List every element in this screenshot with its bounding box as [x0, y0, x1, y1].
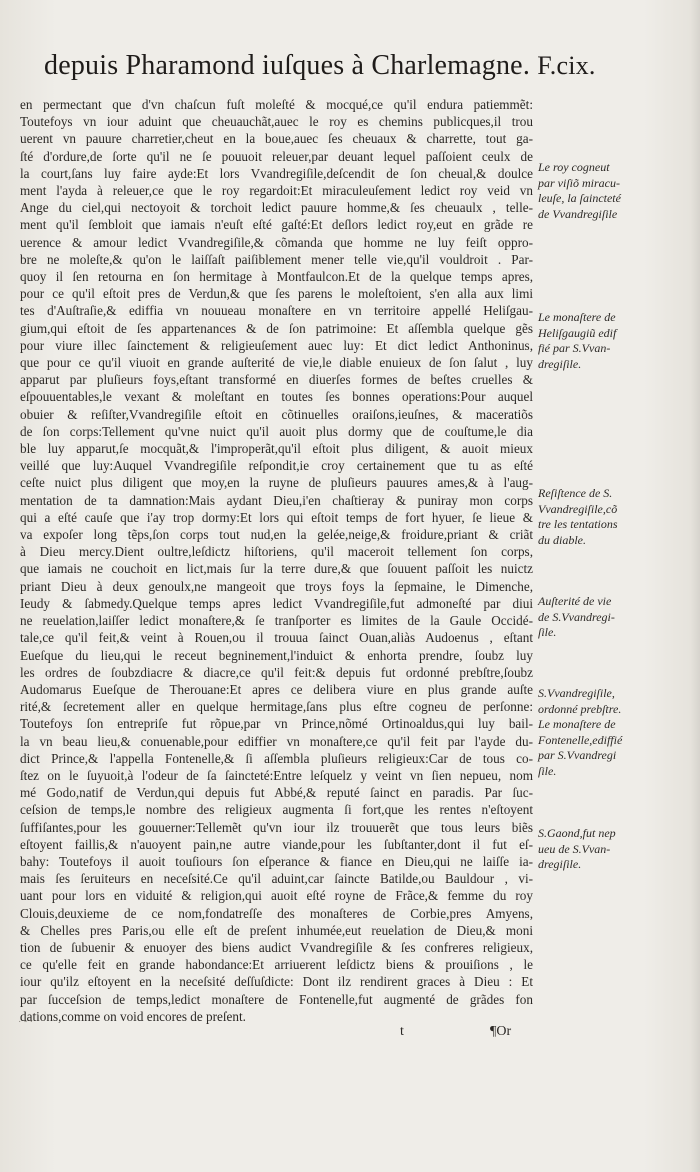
text-line: ſtez on le ſuyuoit,à l'odeur de ſa ſaincteté:Entre leſquelz y veint vn ſien nepueu, nom	[20, 767, 533, 783]
text-line: iour qu'ilz eſtoyent en la neceſsité deſſuſdicte: Dont ilz rendirent graces à Dieu : Et	[20, 974, 533, 990]
text-line: en permectant que d'vn chaſcun fuſt moleſté & mocqué,ce qu'il endura patiemmẽt:	[20, 97, 533, 112]
text-line: ment l'ayda à releuer,ce que le roy regardoit:Et miraculeuſement ledict roy veid vn	[20, 183, 533, 199]
text-line: ment qu'il ſembloit que iamais n'euſt eſté gaſté:Et deſlors ledict roy,eut en grãde re	[20, 217, 533, 233]
text-line: dict Prince,& l'appella Fontenelle,& ſi aſſembla pluſieurs religieux:Car de tous co-	[20, 750, 533, 766]
text-line: eſtoyent faillis,& n'auoyent pain,ne autre viande,pour les ſubſtanter,dont il fut eſ-	[20, 836, 533, 852]
text-line: ſuffiſantes,pour les gouuerner:Tellemẽt qu'vn iour ilz trouuerẽt que tous leurs biẽs	[20, 819, 533, 835]
margin-note-line: Heliſgaugiũ edif	[538, 325, 617, 340]
text-line: ne reuelation,laiſſer ledict monaſtere,& ſe tranſporter es limites de la Gaule Occidé-	[20, 613, 533, 629]
text-line: que iamais ne couchoit en lict,mais ſur la terre dure,& que ſouuent paſſoit les nuictz	[20, 561, 533, 577]
margin-note-line: ueu de S.Vvan-	[538, 841, 611, 856]
text-line: de ſon corps:Tellement qu'vne nuict qu'il auoit plus dormy que de couſtume,le dia	[20, 423, 533, 439]
margin-note-line: de Vvandregiſile	[538, 206, 618, 221]
page-footer	[0, 1020, 700, 1048]
text-line: ceſte nuict plus diligent que moy,en la ruyne de pluſieurs pauures ames,& à l'aug-	[20, 475, 533, 491]
text-line: & Chelles pres Paris,ou elle eſt de preſent inhumée,eut reuelation de Dieu,& moni	[20, 922, 533, 938]
margin-note-line: du diable.	[538, 532, 586, 547]
margin-note-line: S.Vvandregiſile,	[538, 686, 615, 700]
margin-note-1	[538, 160, 664, 222]
margin-note-line: ſile.	[538, 763, 557, 778]
text-line: la vn beau lieu,& conuenable,pour ediffier vn monaſtere,ce qu'il feit par l'ayde du-	[20, 733, 533, 749]
text-line: Ange du ciel,qui nectoyoit & torchoit ledict pauure homme,& ſes cheuaulx , telle-	[20, 200, 533, 216]
margin-note-line: leuſe, la ſaincteté	[538, 191, 621, 205]
text-line: ſté d'ordure,de ſorte qu'il ne ſe pouuoit releuer,par deuant lequel paſſoient ceulx de	[20, 148, 533, 164]
text-line: veillé que luy:Auquel Vvandregiſile reſpondit,ie croy certainement que tu as eſté	[20, 458, 533, 474]
margin-note-2	[538, 310, 664, 372]
text-line: uerence & amour ledict Vvandregiſile,& cõmanda que homme ne luy feiſt oppro-	[20, 234, 533, 250]
text-line: mais ſes ſeruiteurs en neceſsité.Ce qu'il aduint,car ſaincte Batilde,ou Bauldour , vi-	[20, 871, 533, 887]
text-line: les ordres de ſoubzdiacre & diacre,ce qu'il feit:& depuis fut ordonné prebſtre,ſoubz	[20, 664, 533, 680]
margin-note-line: S.Gaond,fut nep	[538, 826, 616, 840]
text-line: Toutefoys ſon entrepriſe fut rõpue,par vn Prince,nõmé Ortinoaldus,qui luy bail-	[20, 716, 533, 732]
text-line: pour ce qu'il eſtoit pres de Verdun,& que ſes parens le moleſtoient, s'en alla aux limi	[20, 286, 533, 302]
margin-note-line: ſile.	[538, 625, 557, 639]
text-line: eſpouuentables,le vexant & moleſtant en toutes ſes bonnes operations:Pour auquel	[20, 389, 533, 405]
printer-marks: ˙ ˜ ˙	[18, 1020, 33, 1031]
catchword: ¶Or	[490, 1024, 512, 1039]
text-line: mentation de ta damnation:Mais aydant Dieu,i'en chaſtieray & puniray mon corps	[20, 492, 533, 508]
margin-note-line: ordonné prebſtre.	[538, 701, 622, 716]
signature-mark: t	[400, 1024, 404, 1039]
margin-note-line: par S.Vvandregi	[538, 748, 617, 762]
text-line: Eueſque du lieu,qui le receut begninement,l'induict & enhorta prendre, ſoubz luy	[20, 647, 533, 663]
text-line: bahy: Toutefoys il auoit touſiours ſon eſperance & fiance en Dieu,qui ne laiſſe ia-	[20, 853, 533, 869]
text-line: ceſsion de temps,le nombre des religieux augmenta ſi fort,que les rentes n'eſtoyent	[20, 802, 533, 818]
page-edge-shadow	[690, 0, 700, 1172]
text-line: uerent vn pauure charretier,cheut en la boue,auec ſes cheuaux & charrette, tout ga-	[20, 131, 533, 147]
text-line: à Dieu mercy.Dient oultre,leſdictz hiſtoriens, qu'il maceroit tellement ſon corps,	[20, 544, 533, 560]
margin-note-line: tre les tentations	[538, 517, 618, 531]
margin-note-line: Le monaſtere de	[538, 717, 616, 731]
running-header	[44, 50, 644, 82]
text-line: rité,& ſecretement aller en quelque hermitage,ſans plus eſtre cogneu de perſonne:	[20, 699, 533, 715]
text-line: tion de ſubuenir & enuoyer des biens audict Vvandregiſile & ſes confreres religieux,	[20, 939, 533, 955]
margin-note-line: Le monaſtere de	[538, 310, 616, 324]
text-line: Toutefoys vn iour aduint que cheuauchãt,auec le roy es chemins publicques,il trou	[20, 114, 533, 130]
margin-note-line: par viſiõ miracu-	[538, 175, 620, 190]
text-line: bre ne moleſte,& qu'on le laiſſaſt paiſiblement mener telle vie,qu'il vouldroit . Par-	[20, 251, 533, 267]
margin-note-line: Reſiſtence de S.	[538, 486, 613, 500]
margin-note-line: Vvandregiſile,cõ	[538, 501, 618, 516]
text-line: pour viure illec ſainctement & religieuſement auec luy: Et dict ledict Anthoninus,	[20, 337, 533, 353]
margin-note-4	[538, 594, 664, 641]
text-line: la court,ſans luy faire ayde:Et lors Vvandregiſile,deſcendit de ſon cheual,& doulce	[20, 165, 533, 181]
text-line: quoy il ſen retourna en ſon hermitage à Montfaulcon.Et de la quelque temps apres,	[20, 269, 533, 285]
text-line: par ſucceſsion de temps,ledict monaſtere de Fontenelle,fut augmenté de grãdes fon	[20, 991, 533, 1007]
text-line: priant Dieu à deux genoulx,ne mangeoit que troys foys la ſepmaine, le Dimenche,	[20, 578, 533, 594]
text-line: tes d'Auſtraſie,& ediffia vn nouueau monaſtere en vn territoire appellé Heliſgau-	[20, 303, 533, 319]
margin-note-line: de S.Vvandregi-	[538, 609, 615, 624]
main-text-column	[20, 96, 533, 1025]
margin-note-line: fié par S.Vvan-	[538, 341, 611, 355]
folio-number: F.cix.	[537, 51, 596, 80]
margin-note-6	[538, 826, 664, 873]
text-line: apparut par pluſieurs foys,eſtant transformé en diuerſes formes de beſtes cruelles &	[20, 372, 533, 388]
text-line: ble luy apparut,ſe mocquãt,& l'improperãt,qu'il eſtoit plus diligent, & auoit mieux	[20, 441, 533, 457]
text-line: Audomarus Eueſque de Therouane:Et apres ce delibera viure en plus grande auſte	[20, 681, 533, 697]
running-title: depuis Pharamond iuſques à Charlemagne.	[44, 50, 531, 81]
text-line: uant pour lors en viduité & religion,qui auoit eſté royne de Frãce,& femme du roy	[20, 888, 533, 904]
text-line: va expoſer long tẽps,ſon corps tout nud,en la gelée,neige,& froidure,priant & criãt	[20, 527, 533, 543]
margin-note-line: Auſterité de vie	[538, 594, 612, 608]
text-line: mé Godo,natif de Verdun,qui depuis fut Abbé,& reputé ſainct en paradis. Par ſuc-	[20, 785, 533, 801]
text-line: que pour ce qu'il viuoit en grande auſterité de vie,le diable enuieux de ſon ſalut , luy	[20, 355, 533, 371]
margin-note-line: Le roy cogneut	[538, 160, 610, 174]
margin-note-5	[538, 686, 664, 779]
text-line: obuier & reſiſter,Vvandregiſile eſtoit en cõtinuelles oraiſons,ieuſnes, & maceratiõs	[20, 406, 533, 422]
text-line: Clouis,deuxieme de ce nom,fondatreſſe des monaſteres de Corbie,pres Amyens,	[20, 905, 533, 921]
text-line: qui a eſté cauſe que i'ay trop dormy:Et lors qui eſtoit temps de fort hyuer, ſe lieue &	[20, 509, 533, 525]
text-line: dations,comme on void encores de preſent.	[20, 1008, 246, 1024]
text-line: ce qu'elle feit en grande habondance:Et arriuerent leſdictz biens & prouiſions , le	[20, 957, 533, 973]
margin-note-line: Fontenelle,ediffié	[538, 732, 623, 747]
margin-note-line: dregiſile.	[538, 356, 582, 371]
margin-note-3	[538, 486, 664, 548]
text-line: tale,ce qu'il feit,& veint à Rouen,ou il trouua ſainct Ouan,aliàs Audoenus , eſtant	[20, 630, 533, 646]
margin-note-line: dregiſile.	[538, 857, 582, 871]
text-line: Ieudy & ſabmedy.Quelque temps apres ledict Vvandregiſile,fut admoneſté par diui	[20, 595, 533, 611]
text-line: gium,qui eſtoit de ſes appartenances & de ſon patrimoine: Et aſſembla quelque gẽs	[20, 320, 533, 336]
